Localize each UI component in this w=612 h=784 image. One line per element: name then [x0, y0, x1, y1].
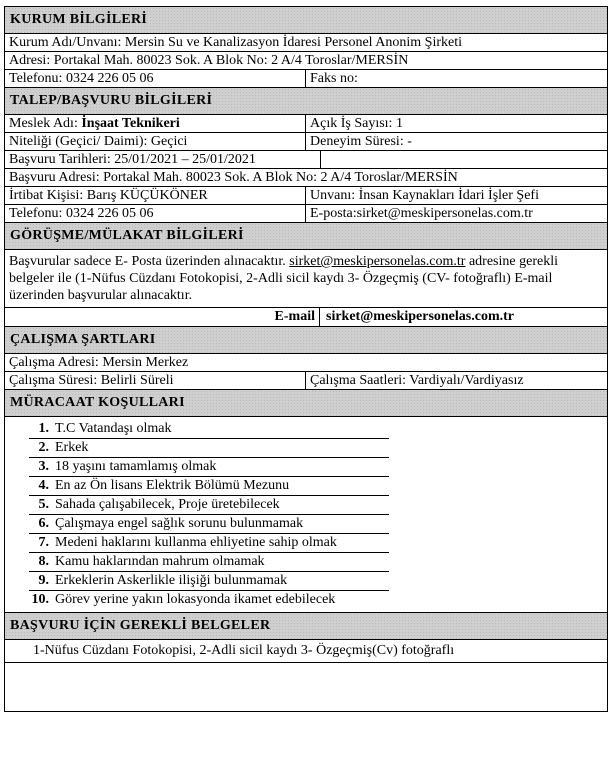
talep-telefon: Telefonu: 0324 226 05 06 — [9, 206, 154, 221]
basvuru-tarihleri: Başvuru Tarihleri: 25/01/2021 – 25/01/2021 — [5, 151, 321, 168]
item-number: 10. — [31, 592, 49, 607]
email-label: E-mail — [275, 308, 320, 326]
job-posting-form — [4, 6, 608, 712]
section-header-calisma: ÇALIŞMA ŞARTLARI — [4, 326, 608, 353]
list-item — [29, 439, 389, 458]
gorusme-text-after: adresine gerekli belgeler ile (1-Nüfus Cüzdanı Fotokopisi, 2-Adli sicil kaydı 3- Özgeçmiş (CV- fotoğraflı) E-mail üzerinden başvurular alınacaktır. — [9, 254, 558, 303]
item-number: 3. — [38, 459, 49, 474]
belgeler-text: 1-Nüfus Cüzdanı Fotokopisi, 2-Adli sicil kaydı 3- Özgeçmiş(Cv) fotoğraflı — [5, 641, 607, 663]
item-number: 6. — [38, 516, 49, 531]
item-text: Sahada çalışabilecek, Proje üretebilecek — [55, 497, 280, 512]
acik-is-sayisi: Açık İş Sayısı: 1 — [305, 115, 607, 132]
muracaat-list — [4, 416, 608, 612]
item-number: 7. — [38, 535, 49, 550]
item-number: 9. — [38, 573, 49, 588]
unvani: Unvanı: İnsan Kaynakları İdari İşler Şefi — [305, 187, 607, 204]
item-number: 8. — [38, 554, 49, 569]
meslek-label: Meslek Adı: — [9, 116, 82, 131]
basvuru-adresi: Başvuru Adresi: Portakal Mah. 80023 Sok. A Blok No: 2 A/4 Toroslar/MERSİN — [9, 170, 458, 185]
kurum-telefon: Telefonu: 0324 226 05 06 — [9, 71, 154, 86]
kurum-adi: Kurum Adı/Unvanı: Mersin Su ve Kanalizasyon İdaresi Personel Anonim Şirketi — [9, 35, 462, 50]
item-text: Kamu haklarından mahrum olmamak — [55, 554, 265, 569]
list-item — [29, 477, 389, 496]
talep-eposta: E-posta:sirket@meskipersonelas.com.tr — [305, 205, 607, 222]
meslek-value: İnşaat Teknikeri — [81, 116, 180, 131]
list-item — [29, 515, 389, 534]
email-value: sirket@meskipersonelas.com.tr — [326, 309, 514, 324]
list-item — [29, 591, 389, 609]
calisma-suresi: Çalışma Süresi: Belirli Süreli — [9, 373, 174, 388]
gorusme-paragraph — [4, 249, 608, 307]
calisma-saatleri: Çalışma Saatleri: Vardiyalı/Vardiyasız — [305, 372, 607, 389]
item-text: T.C Vatandaşı olmak — [55, 421, 172, 436]
irtibat-kisisi: İrtibat Kişisi: Barış KÜÇÜKÖNER — [9, 188, 208, 203]
deneyim-suresi: Deneyim Süresi: - — [305, 133, 607, 150]
list-item — [29, 458, 389, 477]
gorusme-text-before: Başvurular sadece E- Posta üzerinden alınacaktır. — [9, 254, 290, 269]
list-item — [29, 572, 389, 591]
item-number: 4. — [38, 478, 49, 493]
kurum-adres: Adresi: Portakal Mah. 80023 Sok. A Blok No: 2 A/4 Toroslar/MERSİN — [9, 53, 409, 68]
section-header-muracaat: MÜRACAAT KOŞULLARI — [4, 389, 608, 416]
item-text: En az Ön lisans Elektrik Bölümü Mezunu — [55, 478, 290, 493]
section-header-gorusme: GÖRÜŞME/MÜLAKAT BİLGİLERİ — [4, 222, 608, 249]
item-text: Erkek — [55, 440, 89, 455]
belgeler-box — [4, 639, 608, 694]
list-item — [29, 420, 389, 439]
item-text: Çalışmaya engel sağlık sorunu bulunmamak — [55, 516, 304, 531]
list-item — [29, 534, 389, 553]
item-number: 5. — [38, 497, 49, 512]
item-number: 1. — [38, 421, 49, 436]
list-item — [29, 496, 389, 515]
item-number: 2. — [38, 440, 49, 455]
item-text: 18 yaşını tamamlamış olmak — [55, 459, 217, 474]
kurum-faks: Faks no: — [305, 70, 607, 87]
niteligi: Niteliği (Geçici/ Daimi): Geçici — [9, 134, 188, 149]
item-text: Görev yerine yakın lokasyonda ikamet edebilecek — [55, 592, 336, 607]
email-row — [4, 307, 608, 326]
calisma-adresi: Çalışma Adresi: Mersin Merkez — [9, 355, 189, 370]
list-item — [29, 553, 389, 572]
section-header-belgeler: BAŞVURU İÇİN GEREKLİ BELGELER — [4, 612, 608, 639]
gorusme-email-link[interactable]: sirket@meskipersonelas.com.tr — [289, 254, 466, 269]
section-header-talep: TALEP/BAŞVURU BİLGİLERİ — [4, 87, 608, 114]
item-text: Erkeklerin Askerlikle ilişiği bulunmamak — [55, 573, 288, 588]
table-bottom — [4, 694, 608, 712]
item-text: Medeni haklarını kullanma ehliyetine sahip olmak — [55, 535, 337, 550]
meslek-adi — [5, 115, 305, 132]
section-header-kurum: KURUM BİLGİLERİ — [4, 6, 608, 33]
